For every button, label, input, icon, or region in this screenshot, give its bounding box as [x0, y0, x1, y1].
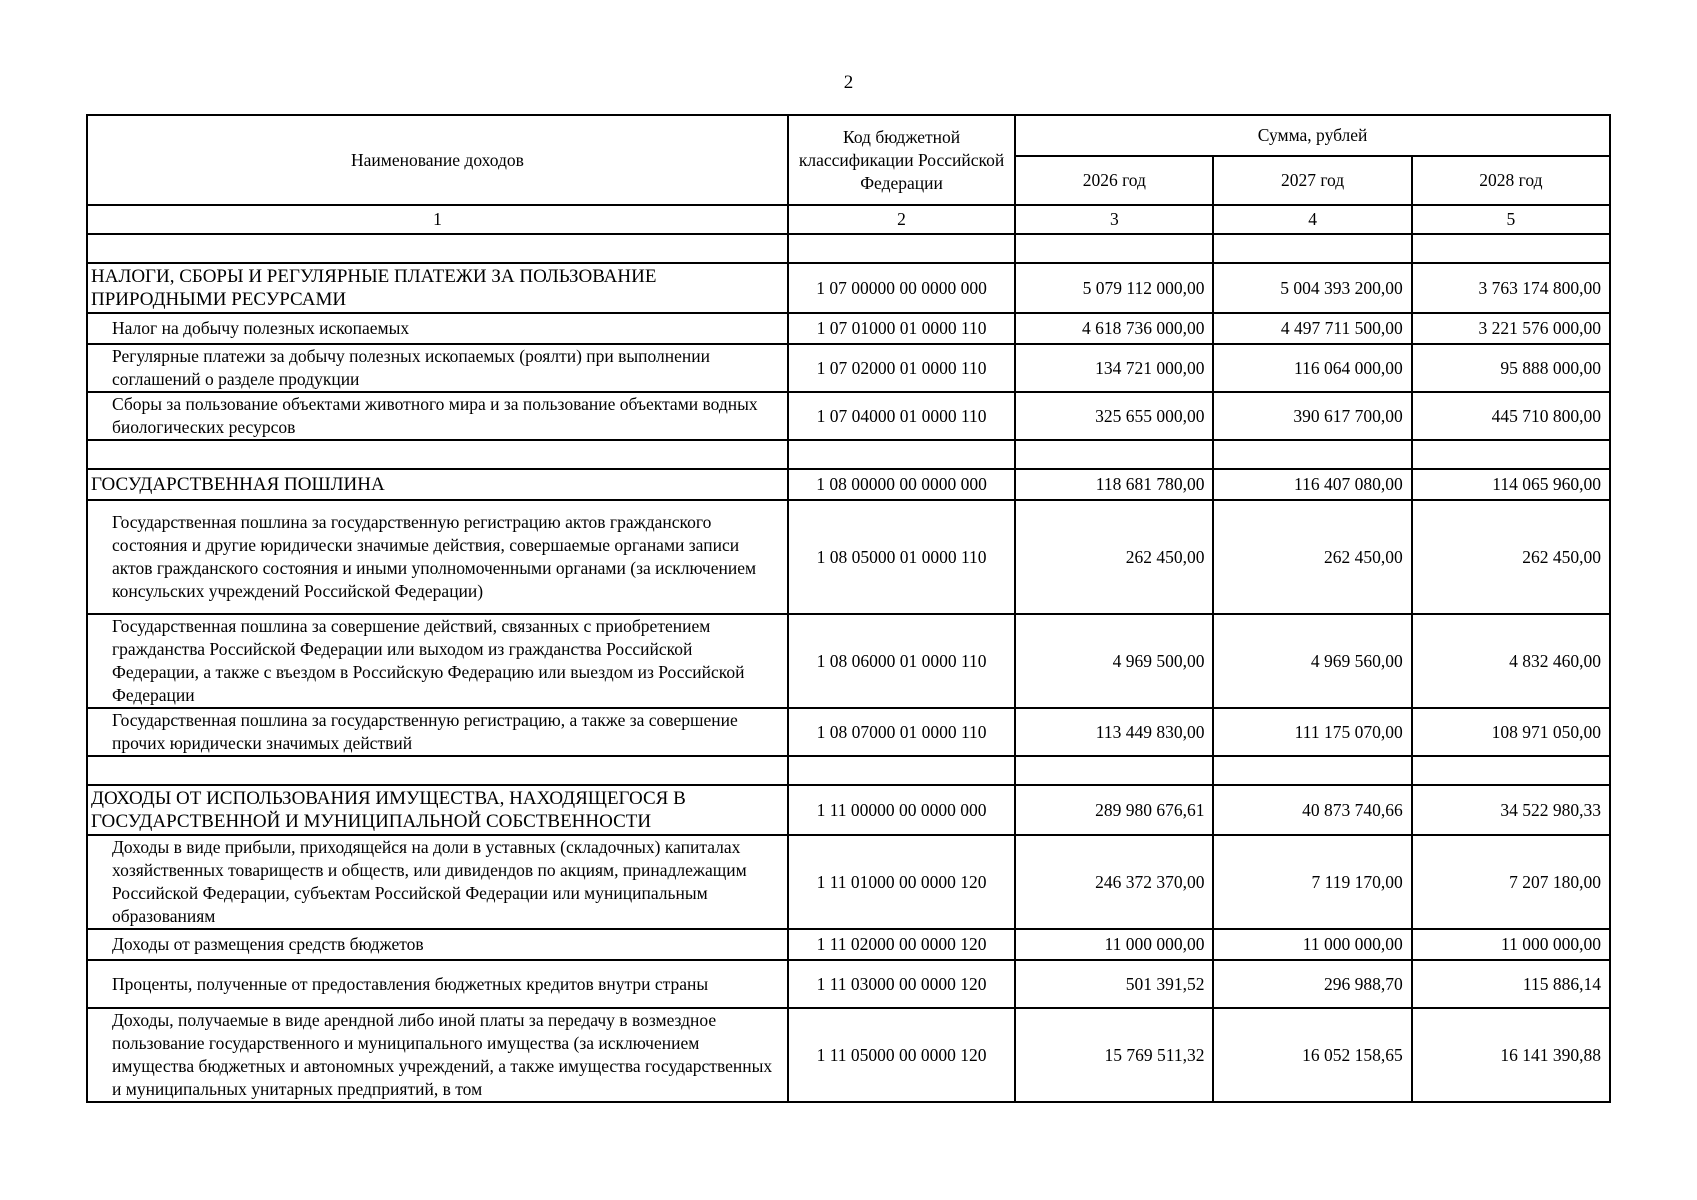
- spacer-row: [87, 756, 1610, 785]
- row-value-2028: 445 710 800,00: [1412, 392, 1610, 440]
- row-name: Регулярные платежи за добычу полезных ископаемых (роялти) при выполнении соглашений о разделе продукции: [87, 344, 788, 392]
- row-value-2026: 262 450,00: [1015, 500, 1213, 614]
- col-number-3: 3: [1015, 205, 1213, 234]
- row-value-2028: 11 000 000,00: [1412, 929, 1610, 960]
- row-code: 1 11 05000 00 0000 120: [788, 1008, 1015, 1102]
- row-code: 1 08 00000 00 0000 000: [788, 469, 1015, 500]
- row-code: 1 11 00000 00 0000 000: [788, 785, 1015, 835]
- row-value-2028: 115 886,14: [1412, 960, 1610, 1008]
- row-value-2027: 7 119 170,00: [1213, 835, 1411, 929]
- col-number-1: 1: [87, 205, 788, 234]
- row-code: 1 08 05000 01 0000 110: [788, 500, 1015, 614]
- spacer-row: [87, 440, 1610, 469]
- table-row: [87, 500, 1610, 614]
- row-value-2027: 262 450,00: [1213, 500, 1411, 614]
- row-value-2028: 3 221 576 000,00: [1412, 313, 1610, 344]
- row-value-2027: 5 004 393 200,00: [1213, 263, 1411, 313]
- row-code: 1 11 02000 00 0000 120: [788, 929, 1015, 960]
- row-name: Государственная пошлина за государственную регистрацию, а также за совершение прочих юридически значимых действий: [87, 708, 788, 756]
- row-value-2028: 34 522 980,33: [1412, 785, 1610, 835]
- table-row: [87, 835, 1610, 929]
- row-name: Проценты, полученные от предоставления бюджетных кредитов внутри страны: [87, 960, 788, 1008]
- row-value-2028: 114 065 960,00: [1412, 469, 1610, 500]
- row-value-2026: 113 449 830,00: [1015, 708, 1213, 756]
- row-name: ДОХОДЫ ОТ ИСПОЛЬЗОВАНИЯ ИМУЩЕСТВА, НАХОДЯЩЕГОСЯ В ГОСУДАРСТВЕННОЙ И МУНИЦИПАЛЬНОЙ СОБСТВЕННОСТИ: [87, 785, 788, 835]
- row-value-2028: 95 888 000,00: [1412, 344, 1610, 392]
- row-value-2027: 11 000 000,00: [1213, 929, 1411, 960]
- row-value-2028: 3 763 174 800,00: [1412, 263, 1610, 313]
- row-value-2026: 134 721 000,00: [1015, 344, 1213, 392]
- row-value-2028: 262 450,00: [1412, 500, 1610, 614]
- header-name: Наименование доходов: [87, 115, 788, 205]
- col-number-5: 5: [1412, 205, 1610, 234]
- header-year-2026: 2026 год: [1015, 156, 1213, 205]
- row-value-2026: 11 000 000,00: [1015, 929, 1213, 960]
- revenue-table: [86, 114, 1611, 1103]
- row-value-2028: 16 141 390,88: [1412, 1008, 1610, 1102]
- page-number: 2: [843, 72, 854, 93]
- row-code: 1 07 01000 01 0000 110: [788, 313, 1015, 344]
- row-value-2027: 4 497 711 500,00: [1213, 313, 1411, 344]
- row-value-2028: 108 971 050,00: [1412, 708, 1610, 756]
- header-code: Код бюджетной классификации Российской Федерации: [788, 115, 1015, 205]
- table-row: [87, 929, 1610, 960]
- row-code: 1 08 06000 01 0000 110: [788, 614, 1015, 708]
- row-value-2028: 4 832 460,00: [1412, 614, 1610, 708]
- spacer-row: [87, 234, 1610, 263]
- table-row: [87, 263, 1610, 313]
- row-name: НАЛОГИ, СБОРЫ И РЕГУЛЯРНЫЕ ПЛАТЕЖИ ЗА ПОЛЬЗОВАНИЕ ПРИРОДНЫМИ РЕСУРСАМИ: [87, 263, 788, 313]
- row-value-2026: 289 980 676,61: [1015, 785, 1213, 835]
- row-value-2027: 116 407 080,00: [1213, 469, 1411, 500]
- row-value-2027: 16 052 158,65: [1213, 1008, 1411, 1102]
- col-number-2: 2: [788, 205, 1015, 234]
- header-sum: Сумма, рублей: [1015, 115, 1610, 156]
- header-year-2027: 2027 год: [1213, 156, 1411, 205]
- row-value-2026: 5 079 112 000,00: [1015, 263, 1213, 313]
- row-value-2027: 296 988,70: [1213, 960, 1411, 1008]
- col-number-4: 4: [1213, 205, 1411, 234]
- row-value-2026: 4 969 500,00: [1015, 614, 1213, 708]
- row-code: 1 11 01000 00 0000 120: [788, 835, 1015, 929]
- row-value-2027: 390 617 700,00: [1213, 392, 1411, 440]
- row-value-2026: 118 681 780,00: [1015, 469, 1213, 500]
- row-code: 1 08 07000 01 0000 110: [788, 708, 1015, 756]
- row-name: Доходы, получаемые в виде арендной либо иной платы за передачу в возмездное пользование государственного и муниципального имущества (за исключением имущества бюджетных и автономных учреждений, а также имущества государственных и муниципальных унитарных предприятий, в том: [87, 1008, 788, 1102]
- header-year-2028: 2028 год: [1412, 156, 1610, 205]
- row-name: Доходы в виде прибыли, приходящейся на доли в уставных (складочных) капиталах хозяйственных товариществ и обществ, или дивидендов по акциям, принадлежащим Российской Федерации, субъектам Российской Федерации или муниципальным образованиям: [87, 835, 788, 929]
- row-name: Государственная пошлина за совершение действий, связанных с приобретением гражданства Российской Федерации или выходом из гражданства Российской Федерации, а также с въездом в Российскую Федерацию или выездом из Российской Федерации: [87, 614, 788, 708]
- row-value-2026: 325 655 000,00: [1015, 392, 1213, 440]
- row-value-2026: 246 372 370,00: [1015, 835, 1213, 929]
- row-value-2026: 15 769 511,32: [1015, 1008, 1213, 1102]
- table-row: [87, 392, 1610, 440]
- row-value-2027: 116 064 000,00: [1213, 344, 1411, 392]
- row-name: ГОСУДАРСТВЕННАЯ ПОШЛИНА: [87, 469, 788, 500]
- table-row: [87, 469, 1610, 500]
- table-row: [87, 785, 1610, 835]
- row-value-2027: 111 175 070,00: [1213, 708, 1411, 756]
- row-value-2026: 4 618 736 000,00: [1015, 313, 1213, 344]
- row-value-2028: 7 207 180,00: [1412, 835, 1610, 929]
- row-value-2027: 40 873 740,66: [1213, 785, 1411, 835]
- row-name: Доходы от размещения средств бюджетов: [87, 929, 788, 960]
- table-row: [87, 614, 1610, 708]
- row-code: 1 07 02000 01 0000 110: [788, 344, 1015, 392]
- row-code: 1 11 03000 00 0000 120: [788, 960, 1015, 1008]
- table-row: [87, 960, 1610, 1008]
- row-code: 1 07 00000 00 0000 000: [788, 263, 1015, 313]
- row-code: 1 07 04000 01 0000 110: [788, 392, 1015, 440]
- row-name: Сборы за пользование объектами животного мира и за пользование объектами водных биологических ресурсов: [87, 392, 788, 440]
- row-name: Государственная пошлина за государственную регистрацию актов гражданского состояния и другие юридически значимые действия, совершаемые органами записи актов гражданского состояния и иными уполномоченными органами (за исключением консульских учреждений Российской Федерации): [87, 500, 788, 614]
- table-row: [87, 344, 1610, 392]
- row-name: Налог на добычу полезных ископаемых: [87, 313, 788, 344]
- table-row: [87, 708, 1610, 756]
- row-value-2026: 501 391,52: [1015, 960, 1213, 1008]
- row-value-2027: 4 969 560,00: [1213, 614, 1411, 708]
- table-row: [87, 1008, 1610, 1102]
- table-row: [87, 313, 1610, 344]
